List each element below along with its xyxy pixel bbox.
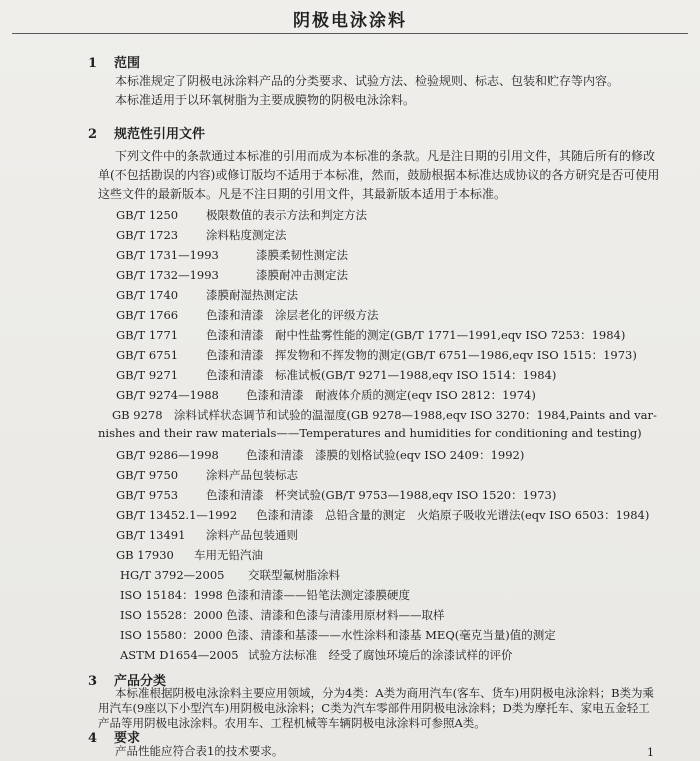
reference-item: ISO 15580：2000 色漆、清漆和基漆——水性涂料和漆基 MEQ(毫克当量)值的测定 bbox=[120, 628, 556, 642]
section-4-paragraph: 产品性能应符合表1的技术要求。 bbox=[115, 744, 284, 758]
reference-item: GB/T 9274—1988 色漆和清漆 耐液体介质的测定(eqv ISO 2812：1974) bbox=[116, 388, 536, 402]
reference-item: GB/T 6751 色漆和清漆 挥发物和不挥发物的测定(GB/T 6751—1986,eqv ISO 1515：1973) bbox=[116, 348, 637, 362]
reference-item: GB 9278 涂料试样状态调节和试验的温湿度(GB 9278—1988,eqv ISO 3270：1984,Paints and var- bbox=[112, 408, 657, 422]
title-underline bbox=[12, 33, 688, 34]
reference-item: GB/T 13491 涂料产品包装通则 bbox=[116, 528, 298, 542]
section-1-paragraph-2: 本标准适用于以环氧树脂为主要成膜物的阴极电泳涂料。 bbox=[115, 93, 416, 107]
reference-item: ISO 15184：1998 色漆和清漆——铅笔法测定漆膜硬度 bbox=[120, 588, 410, 602]
reference-item: GB 17930 车用无铅汽油 bbox=[116, 548, 263, 562]
reference-item: GB/T 9271 色漆和清漆 标准试板(GB/T 9271—1988,eqv ISO 1514：1984) bbox=[116, 368, 557, 382]
reference-item: GB/T 13452.1—1992 色漆和清漆 总铅含量的测定 火焰原子吸收光谱法(eqv ISO 6503：1984) bbox=[116, 508, 650, 522]
reference-item: ISO 15528：2000 色漆、清漆和色漆与清漆用原材料——取样 bbox=[120, 608, 445, 622]
reference-item: GB/T 9753 色漆和清漆 杯突试验(GB/T 9753—1988,eqv ISO 1520：1973) bbox=[116, 488, 557, 502]
reference-item: GB/T 9286—1998 色漆和清漆 漆膜的划格试验(eqv ISO 2409：1992) bbox=[116, 448, 525, 462]
page-number: 1 bbox=[647, 746, 654, 759]
section-2-intro: 下列文件中的条款通过本标准的引用而成为本标准的条款。凡是注日期的引用文件，其随后所有的修改单(不包括勘误的内容)或修订版均不适用于本标准，然而，鼓励根据本标准达成协议的各方研究是否可使用这些文件的最新版本。凡是不注日期的引用文件，其最新版本适用于本标准。 bbox=[98, 149, 660, 201]
reference-item-continuation: nishes and their raw materials——Temperatures and humidities for conditioning and testing) bbox=[98, 426, 642, 440]
reference-item: GB/T 1723 涂料粘度测定法 bbox=[116, 228, 287, 242]
section-3-paragraph: 本标准根据阴极电泳涂料主要应用领域，分为4类：A类为商用汽车(客车、货车)用阴极电泳涂料；B类为乘用汽车(9座以下小型汽车)用阴极电泳涂料；C类为汽车零部件用阴极电泳涂料；D类为摩托车、家电五金轻工产品等用阴极电泳涂料。农用车、工程机械等车辆阴极电泳涂料可参照A类。 bbox=[98, 686, 655, 730]
document-title: 阴极电泳涂料 bbox=[293, 11, 407, 31]
section-3-heading: 3 产品分类 bbox=[88, 674, 167, 689]
reference-item: GB/T 1740 漆膜耐湿热测定法 bbox=[116, 288, 298, 302]
reference-item: GB/T 1771 色漆和清漆 耐中性盐雾性能的测定(GB/T 1771—1991,eqv ISO 7253：1984) bbox=[116, 328, 626, 342]
reference-item: GB/T 1766 色漆和清漆 涂层老化的评级方法 bbox=[116, 308, 379, 322]
section-4-heading: 4 要求 bbox=[88, 731, 141, 746]
reference-item: GB/T 1731—1993 漆膜柔韧性测定法 bbox=[116, 248, 348, 262]
section-1-paragraph-1: 本标准规定了阴极电泳涂料产品的分类要求、试验方法、检验规则、标志、包装和贮存等内容。 bbox=[115, 74, 620, 88]
reference-item: ASTM D1654—2005 试验方法标准 经受了腐蚀环境后的涂漆试样的评价 bbox=[120, 648, 513, 662]
reference-item: HG/T 3792—2005 交联型氟树脂涂料 bbox=[120, 568, 340, 582]
reference-item: GB/T 1732—1993 漆膜耐冲击测定法 bbox=[116, 268, 348, 282]
section-1-heading: 1 范围 bbox=[88, 56, 141, 71]
section-2-heading: 2 规范性引用文件 bbox=[88, 127, 206, 142]
reference-item: GB/T 9750 涂料产品包装标志 bbox=[116, 468, 298, 482]
reference-item: GB/T 1250 极限数值的表示方法和判定方法 bbox=[116, 208, 367, 222]
